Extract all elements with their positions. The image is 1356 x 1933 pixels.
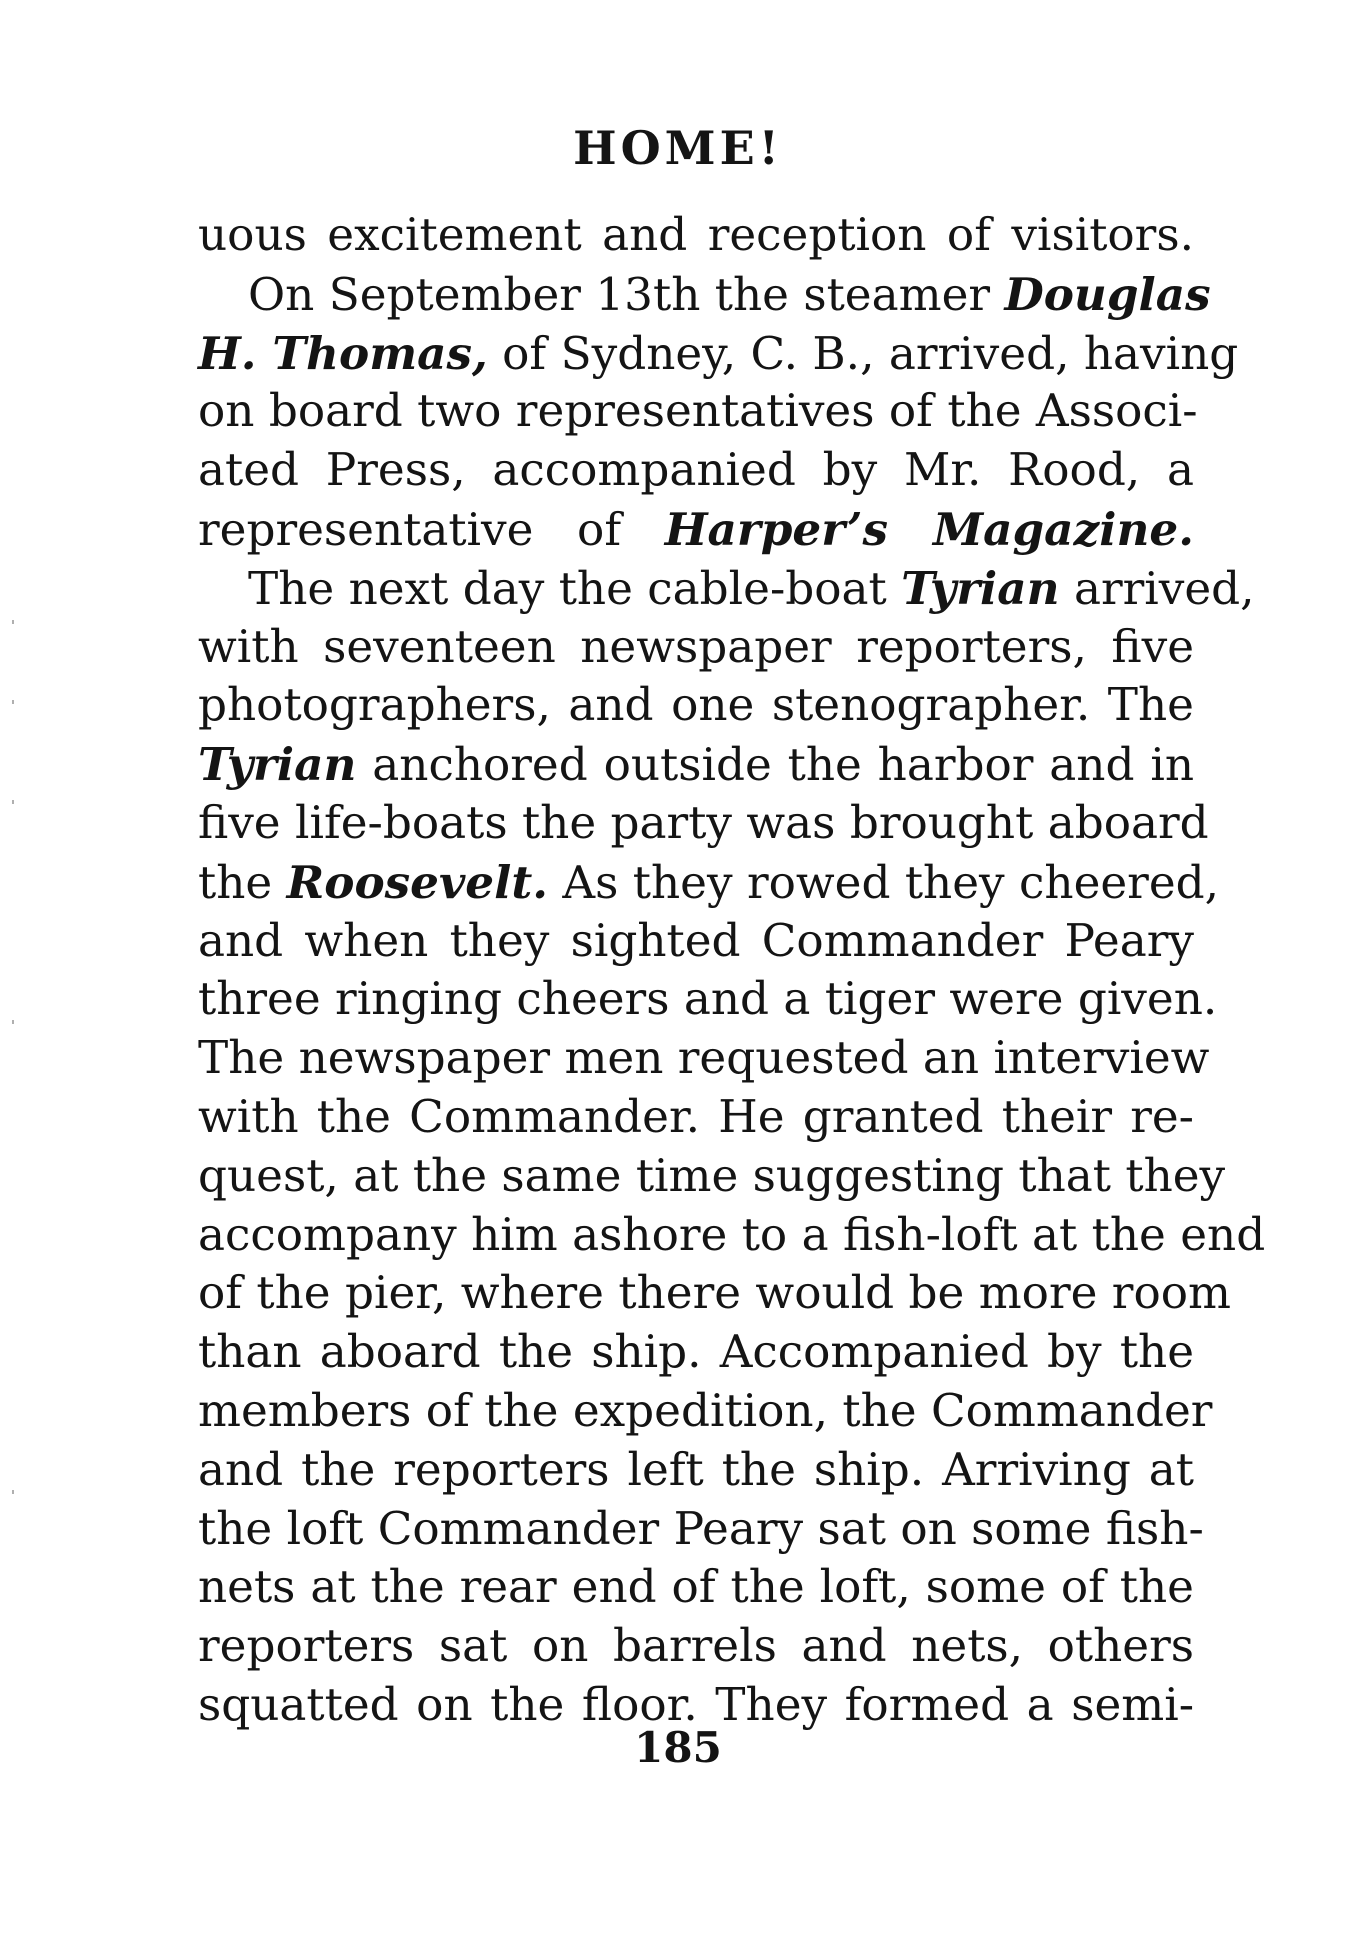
text-line <box>198 500 1194 559</box>
italic-title: Roosevelt. <box>286 854 549 909</box>
text-line <box>198 1264 1231 1323</box>
text-run: nets at the rear end of the loft, some of the <box>198 1560 1194 1614</box>
text-line <box>198 1088 1194 1147</box>
text-line <box>198 1029 1210 1088</box>
text-line <box>198 1382 1213 1441</box>
text-run: reporters sat on barrels and nets, others <box>198 1619 1194 1673</box>
text-run: of the pier, where there would be more room <box>198 1266 1231 1320</box>
text-line <box>198 794 1209 853</box>
text-run: and when they sighted Commander Peary <box>198 913 1194 967</box>
margin-speck <box>12 620 14 624</box>
margin-speck <box>12 1020 14 1024</box>
text-run: uous excitement and reception of visitors. <box>198 208 1194 261</box>
page-number: 185 <box>634 1723 722 1772</box>
text-run: photographers, and one stenographer. The <box>198 678 1194 732</box>
text-line <box>198 206 1194 265</box>
italic-title: Tyrian <box>901 560 1060 615</box>
text-run: anchored outside the harbor and in <box>356 738 1194 792</box>
text-line <box>198 618 1194 677</box>
text-run: than aboard the ship. Accompanied by the <box>198 1325 1194 1379</box>
text-line <box>198 324 1239 383</box>
text-run: with the Commander. He granted their re- <box>198 1089 1194 1143</box>
text-run: squatted on the floor. They formed a semi- <box>198 1677 1194 1731</box>
text-run: representative of <box>198 502 665 556</box>
text-run: accompany him ashore to a fish-loft at the end <box>198 1207 1266 1261</box>
italic-title: Douglas <box>1004 266 1211 321</box>
text-line <box>198 735 1194 794</box>
text-run: three ringing cheers and a tiger were given. <box>198 972 1218 1026</box>
text-run: on board two representatives of the Associ- <box>198 384 1198 438</box>
text-line <box>198 1617 1194 1676</box>
italic-title: H. Thomas, <box>198 325 488 380</box>
text-run: and the reporters left the ship. Arriving at <box>198 1442 1194 1496</box>
italic-title: Tyrian <box>198 737 357 792</box>
margin-speck <box>12 700 14 704</box>
text-run: of Sydney, C. B., arrived, having <box>487 326 1239 380</box>
running-head-title: HOME! <box>573 121 783 175</box>
text-run: members of the expedition, the Commander <box>198 1383 1213 1437</box>
text-run: As they rowed they cheered, <box>548 855 1220 909</box>
margin-speck <box>12 1490 14 1494</box>
text-line <box>198 559 1255 618</box>
text-run: The newspaper men requested an interview <box>198 1031 1210 1085</box>
text-run: quest, at the same time suggesting that they <box>198 1148 1226 1202</box>
body-text <box>198 206 1266 1735</box>
text-line <box>198 1441 1194 1500</box>
text-line <box>198 1558 1194 1617</box>
text-run: arrived, <box>1059 561 1255 615</box>
text-line <box>198 1147 1226 1206</box>
text-line <box>198 1323 1194 1382</box>
text-line <box>198 382 1198 441</box>
text-line <box>198 970 1218 1029</box>
margin-speck <box>12 800 14 804</box>
text-line <box>198 265 1211 324</box>
text-run: ated Press, accompanied by Mr. Rood, a <box>198 443 1194 497</box>
text-run: the loft Commander Peary sat on some fish- <box>198 1501 1204 1555</box>
text-run: five life-boats the party was brought aboard <box>198 795 1209 849</box>
italic-title: Harper’s Magazine. <box>664 501 1194 556</box>
text-line <box>198 1206 1266 1265</box>
text-run: The next day the cable-boat <box>248 561 902 615</box>
text-line <box>198 1500 1204 1559</box>
text-line <box>198 676 1194 735</box>
text-line <box>198 441 1194 500</box>
text-run: the <box>198 855 287 909</box>
text-run: On September 13th the steamer <box>248 267 1005 321</box>
text-line <box>198 912 1194 971</box>
text-line <box>198 853 1220 912</box>
text-run: with seventeen newspaper reporters, five <box>198 619 1194 673</box>
